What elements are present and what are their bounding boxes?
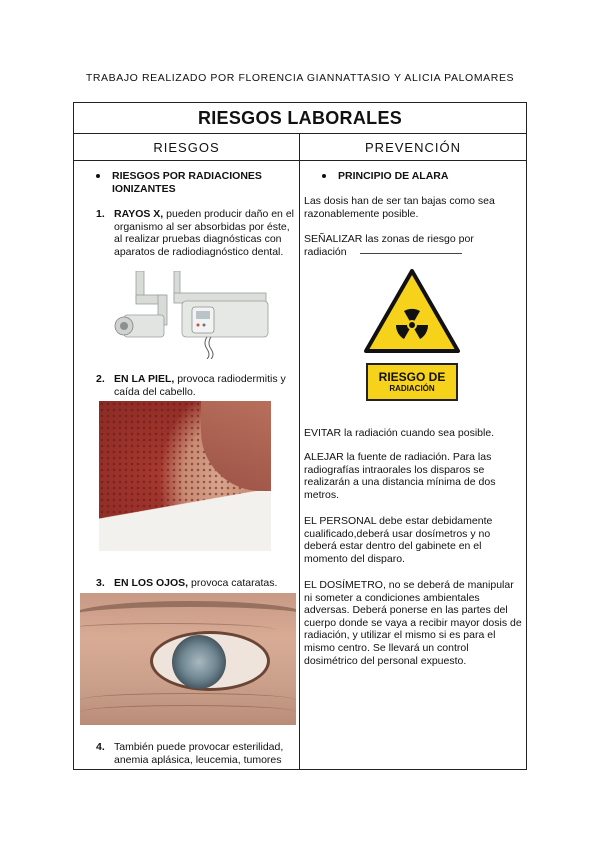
risk-item-otros: También puede provocar esterilidad, anemia aplásica, leucemia, tumores <box>114 741 284 766</box>
column-header-riesgos: RIESGOS <box>74 134 300 160</box>
radiation-warning-icon <box>362 267 462 357</box>
prevencion-dosimetro-text: EL DOSÍMETRO, no se deberá de manipular ni someter a condiciones ambientales adversas. Deberá ponerse en las partes del cuerpo donde se vaya a recibir mayor dosis de radiación, y utilizar el mismo si es para el mismo centro. Se llevará un control dosimétrico del personal expuesto. <box>304 579 522 667</box>
document-header: TRABAJO REALIZADO POR FLORENCIA GIANNATTASIO Y ALICIA PALOMARES <box>85 72 515 84</box>
prevencion-bullet: PRINCIPIO DE ALARA <box>322 170 522 183</box>
column-header-prevencion: PREVENCIÓN <box>365 139 461 155</box>
risk-item-piel: EN LA PIEL, provoca radiodermitis y caída del cabello. <box>114 373 286 398</box>
item-number: 4. <box>96 741 105 753</box>
prevencion-alejar-text: ALEJAR la fuente de radiación. Para las radiografías intraorales los disparos se realizarán a una distancia mínima de dos metros. <box>304 451 496 501</box>
riesgos-bullet: RIESGOS POR RADIACIONES IONIZANTES <box>96 170 296 195</box>
prevencion-column <box>300 161 526 769</box>
risk-item-ojos: EN LOS OJOS, provoca cataratas. <box>114 577 278 589</box>
risk-item-rayos-x: RAYOS X, pueden producir daño en el organismo al ser absorbidas por éste, al realizar pruebas diagnósticas con aparatos de radiodiagnóstico dental. <box>114 208 294 258</box>
item-number: 3. <box>96 577 105 589</box>
bullet-icon <box>322 174 326 178</box>
blank-line <box>360 253 462 254</box>
cataract-eye-image <box>80 593 296 725</box>
prevencion-evitar-text: EVITAR la radiación cuando sea posible. <box>304 427 495 439</box>
riesgos-column <box>74 161 300 769</box>
item-number: 1. <box>96 208 105 220</box>
radiodermatitis-skin-image <box>99 401 271 551</box>
bullet-icon <box>96 174 100 178</box>
prevencion-alara-text: Las dosis han de ser tan bajas como sea razonablemente posible. <box>304 195 495 220</box>
table-title: RIESGOS LABORALES <box>74 103 526 134</box>
xray-machine-image <box>112 271 270 359</box>
item-number: 2. <box>96 373 105 385</box>
prevencion-senalizar-text: SEÑALIZAR las zonas de riesgo por radiación <box>304 233 474 258</box>
table-body <box>74 161 526 769</box>
risks-table <box>73 102 527 770</box>
riesgo-radiacion-sign: RIESGO DE RADIACIÓN <box>366 363 458 401</box>
column-headers <box>74 134 526 161</box>
prevencion-personal-text: EL PERSONAL debe estar debidamente cualificado,deberá usar dosímetros y no deberá estar dentro del gabinete en el momento del disparo. <box>304 515 493 565</box>
